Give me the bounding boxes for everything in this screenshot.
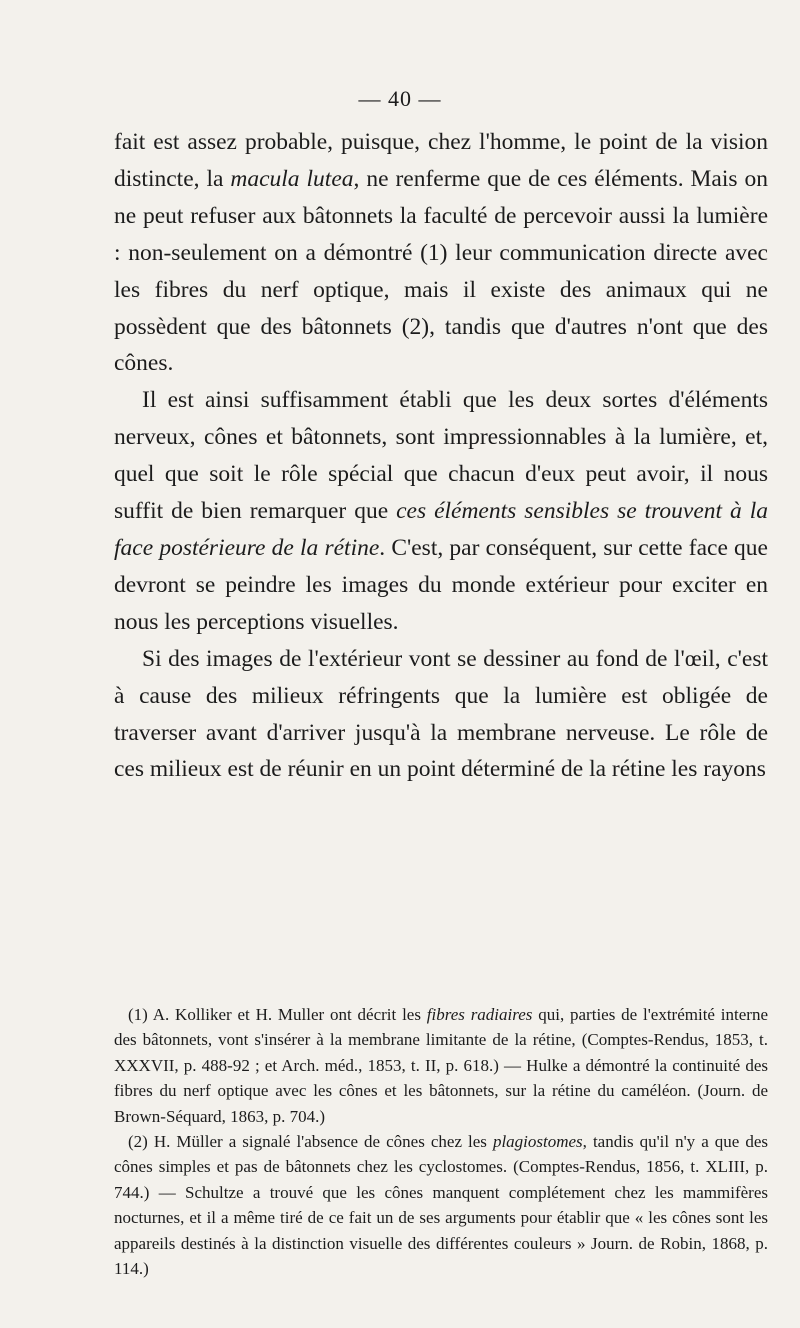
text-segment: . C'est, par conséquent, sur cette face que devront se peindre les images du monde extérieur pour exciter en nous les perceptions visuelles. xyxy=(114,534,768,635)
paragraph xyxy=(114,124,768,382)
text-segment: , ne renferme que de ces éléments. Mais on ne peut refuser aux bâtonnets la faculté de percevoir aussi la lumière : non-seulement on a démontré (1) leur communication directe avec les fibres du nerf optique, mais il existe des animaux qui ne possèdent que des bâtonnets (2), tandis que d'autres n'ont que des cônes. xyxy=(114,165,768,377)
text-segment: , tandis qu'il n'y a que des cônes simples et pas de bâtonnets chez les cyclostomes. (Comptes-Rendus, 1856, t. XLIII, p. 744.) — Schultze a trouvé que les cônes manquent complétement chez les mammifères nocturnes, et il a même tiré de ce fait un de ses arguments pour établir que « les cônes sont les appareils destinés à la distinction visuelle des différentes couleurs » Journ. de Robin, 1868, p. 114.) xyxy=(114,1132,769,1279)
text-segment: fait est assez probable, puisque, chez l'homme, le point de la vision distincte, la xyxy=(114,129,768,192)
text-segment: (1) A. Kolliker et H. Muller ont décrit les xyxy=(128,1005,427,1024)
text-segment: Il est ainsi suffisamment établi que les deux sortes d'éléments nerveux, cônes et bâtonnets, sont impressionnables à la lumière, et, quel que soit le rôle spécial que chacun d'eux peut avoir, il nous suffit de bien remarquer que xyxy=(114,387,768,525)
footnote xyxy=(114,1002,768,1129)
page-number: — 40 — xyxy=(358,86,442,111)
footnotes xyxy=(114,1002,768,1281)
paragraph xyxy=(114,641,768,789)
text-segment: qui, parties de l'extrémité interne des bâtonnets, vont s'insérer à la membrane limitante de la rétine, (Comptes-Rendus, 1853, t. XXXVII, p. 488-92 ; et Arch. méd., 1853, t. II, p. 618.) — Hulke a démontré la continuité des fibres du nerf optique avec les cônes et les bâtonnets, sur la rétine du caméléon. (Journ. de Brown-Séquard, 1863, p. 704.) xyxy=(114,1005,768,1126)
text-segment: (2) H. Müller a signalé l'absence de cônes chez les xyxy=(128,1132,493,1152)
text-segment: Si des images de l'extérieur vont se dessiner au fond de l'œil, c'est à cause des milieux réfringents que la lumière est obligée de traverser avant d'arriver jusqu'à la membrane nerveuse. Le rôle de ces milieux est de réunir en un point déterminé de la rétine les rayons xyxy=(114,645,768,783)
paragraph xyxy=(114,382,768,640)
italic-segment: fibres radiaires xyxy=(426,1005,533,1024)
italic-segment: plagiostomes xyxy=(492,1132,583,1152)
footnote xyxy=(114,1129,768,1281)
italic-segment: ces éléments sensibles se trouvent à la face postérieure de la rétine xyxy=(114,498,768,561)
italic-segment: macula lutea xyxy=(230,165,354,192)
body-text xyxy=(114,124,768,788)
